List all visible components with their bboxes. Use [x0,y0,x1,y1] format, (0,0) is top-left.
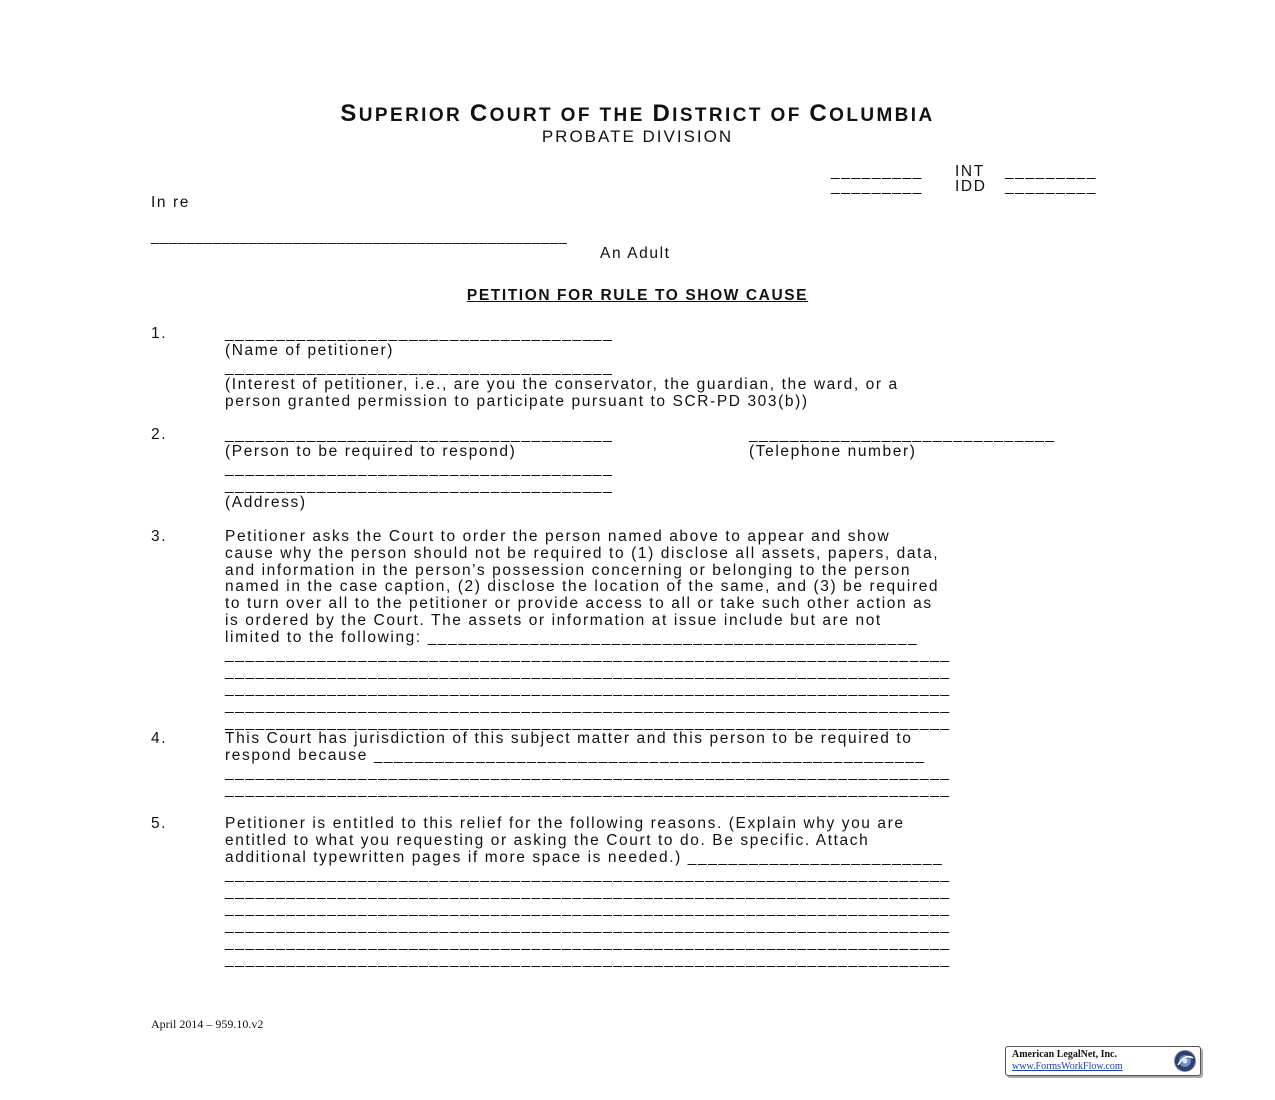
section-5-blank-line[interactable]: _______________________________________________________________________ [225,900,951,917]
petitioner-interest-field[interactable]: ______________________________________ [225,359,614,376]
respondent-phone-field[interactable]: ______________________________ [749,426,1056,443]
section-3-text-line-1: Petitioner asks the Court to order the person named above to appear and show [225,528,891,545]
an-adult-label: An Adult [600,245,671,262]
petitioner-interest-label-2: person granted permission to participate pursuant to SCR-PD 303(b)) [225,393,809,410]
section-5-blank-line[interactable]: _______________________________________________________________________ [225,917,951,934]
respondent-address-field-2[interactable]: ______________________________________ [225,477,614,494]
int-number-left-field[interactable]: _________ [831,163,923,180]
section-3-number: 3. [151,528,168,545]
section-3-blank-line[interactable]: _______________________________________________________________________ [225,714,951,731]
respondent-address-field-1[interactable]: ______________________________________ [225,460,614,477]
section-3-blank-line[interactable]: _______________________________________________________________________ [225,646,951,663]
section-3-text-line-6: is ordered by the Court. The assets or information at issue include but are not [225,612,882,629]
section-2-number: 2. [151,426,168,443]
int-number-right-field[interactable]: _________ [1005,163,1097,180]
court-title: SUPERIOR COURT OF THE DISTRICT OF COLUMBIA [340,100,935,127]
respondent-name-field[interactable]: ______________________________________ [225,426,614,443]
section-3-text-line-3: and information in the person’s possession concerning or belonging to the person [225,562,912,579]
section-3-blank-line[interactable]: _______________________________________________________________________ [225,680,951,697]
adult-name-field[interactable]: _______________________________________________ [151,229,568,245]
vendor-badge[interactable] [1005,1046,1201,1076]
section-3-blank-line[interactable]: _______________________________________________________________________ [225,697,951,714]
section-3-text-line-7[interactable]: limited to the following: ________________________________________________ [225,629,919,646]
int-label: INT [955,163,985,180]
section-3-text-line-4: named in the case caption, (2) disclose the location of the same, and (3) be required [225,578,940,595]
section-4-blank-line[interactable]: _______________________________________________________________________ [225,781,951,798]
petition-title: PETITION FOR RULE TO SHOW CAUSE [466,287,809,304]
section-5-blank-line[interactable]: _______________________________________________________________________ [225,883,951,900]
idd-number-left-field[interactable]: _________ [831,178,923,195]
division-title: PROBATE DIVISION [541,127,734,146]
section-4-blank-line[interactable]: _______________________________________________________________________ [225,764,951,781]
respondent-phone-label: (Telephone number) [749,443,917,460]
form-id: April 2014 – 959.10.v2 [151,1017,264,1031]
petitioner-interest-label-1: (Interest of petitioner, i.e., are you the conservator, the guardian, the ward, or a [225,376,899,393]
section-3-text-line-5: to turn over all to the petitioner or provide access to all or take such other action as [225,595,933,612]
section-3-text-line-2: cause why the person should not be required to (1) disclose all assets, papers, data, [225,545,940,562]
section-4-number: 4. [151,730,168,747]
petitioner-name-field[interactable]: ______________________________________ [225,325,614,342]
section-5-number: 5. [151,815,168,832]
idd-label: IDD [955,178,987,195]
section-4-text-line-2[interactable]: respond because ______________________________________________________ [225,747,926,764]
section-5-text-line-2: entitled to what you requesting or asking the Court to do. Be specific. Attach [225,832,870,849]
globe-icon [1173,1049,1197,1076]
vendor-url-link[interactable]: www.FormsWorkFlow.com [1012,1061,1123,1072]
section-5-blank-line[interactable]: _______________________________________________________________________ [225,951,951,968]
section-5-blank-line[interactable]: _______________________________________________________________________ [225,866,951,883]
respondent-address-label: (Address) [225,494,307,511]
section-4-text-line-1: This Court has jurisdiction of this subject matter and this person to be required to [225,730,913,747]
section-5-text-line-1: Petitioner is entitled to this relief for the following reasons. (Explain why you are [225,815,905,832]
section-5-text-line-3[interactable]: additional typewritten pages if more space is needed.) _________________________ [225,849,944,866]
petitioner-name-label: (Name of petitioner) [225,342,394,359]
section-1-number: 1. [151,325,168,342]
section-3-blank-line[interactable]: _______________________________________________________________________ [225,663,951,680]
idd-number-right-field[interactable]: _________ [1005,178,1097,195]
in-re-label: In re [151,194,191,211]
section-5-blank-line[interactable]: _______________________________________________________________________ [225,934,951,951]
vendor-name: American LegalNet, Inc. [1012,1049,1117,1060]
respondent-name-label: (Person to be required to respond) [225,443,517,460]
